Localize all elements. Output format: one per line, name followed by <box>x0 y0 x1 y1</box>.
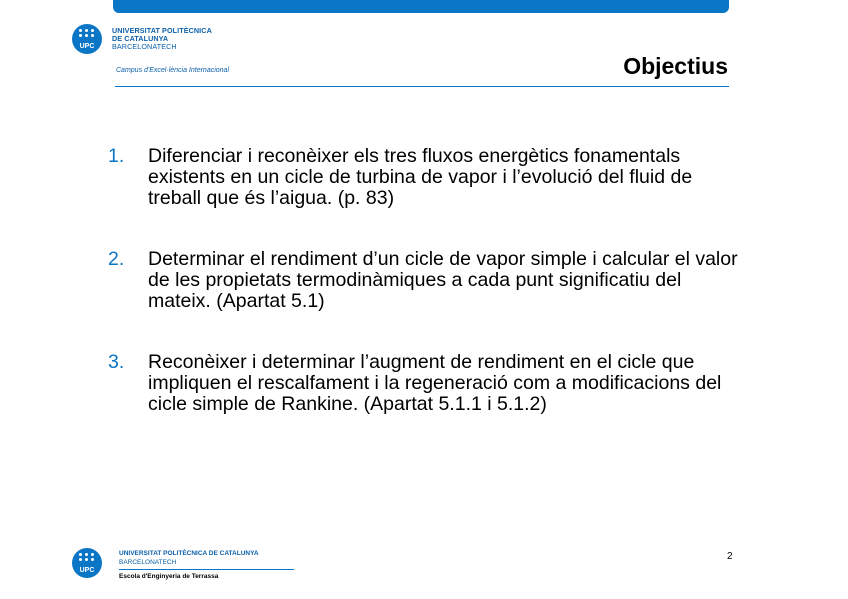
footer-university-name: UNIVERSITAT POLITÈCNICA DE CATALUNYA <box>119 550 259 557</box>
upc-logo-icon <box>72 548 102 578</box>
objective-number: 3. <box>108 351 125 373</box>
footer-school: Escola d'Enginyeria de Terrassa <box>119 573 219 580</box>
top-banner <box>113 0 729 13</box>
footer-divider <box>119 569 294 570</box>
objective-text: Determinar el rendiment d’un cicle de vapor simple i calcular el valor de les propietats termodinàmiques a cada punt significatiu del mateix. (Apartat 5.1) <box>148 248 738 312</box>
title-divider <box>115 86 729 87</box>
objective-item <box>108 249 748 312</box>
objective-text: Reconèixer i determinar l’augment de rendiment en el cicle que impliquen el rescalfament i la regeneració com a modificacions del cicle simple de Rankine. (Apartat 5.1.1 i 5.1.2) <box>148 351 722 415</box>
upc-abbr: UPC <box>79 43 95 50</box>
objective-item <box>108 146 748 209</box>
upc-logo-icon <box>72 24 102 54</box>
objectives-list <box>108 146 748 455</box>
objective-number: 1. <box>108 145 125 167</box>
page-number: 2 <box>727 551 733 562</box>
footer-barcelonatech: BARCELONATECH <box>119 559 177 566</box>
university-name-line1: UNIVERSITAT POLITÈCNICA <box>112 26 212 35</box>
page-title: Objectius <box>623 53 728 79</box>
campus-tagline: Campus d'Excel·lència Internacional <box>116 67 230 74</box>
objective-number: 2. <box>108 248 125 270</box>
objective-text: Diferenciar i reconèixer els tres fluxos energètics fonamentals existents en un cicle de turbina de vapor i l’evolució del fluid de treball que és l’aigua. (p. 83) <box>148 145 693 209</box>
objective-item <box>108 352 748 415</box>
upc-abbr: UPC <box>79 567 95 574</box>
university-name-line2: DE CATALUNYA <box>112 34 169 43</box>
barcelonatech-label: BARCELONATECH <box>112 42 177 51</box>
